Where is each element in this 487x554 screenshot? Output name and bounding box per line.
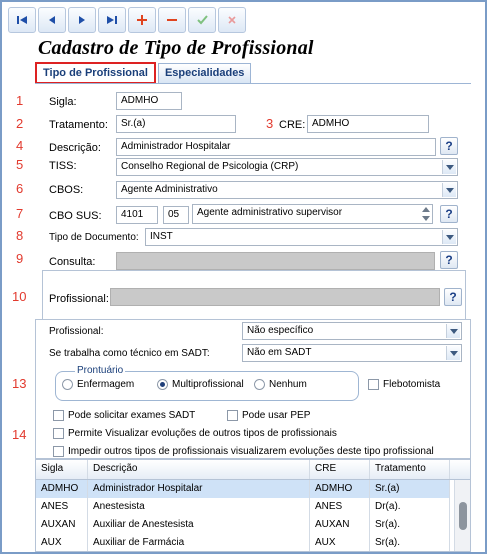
- checkbox-flebotomista-label: Flebotomista: [383, 379, 441, 390]
- check-icon: [197, 15, 208, 25]
- checkbox-solicitar-sadt-label: Pode solicitar exames SADT: [68, 410, 196, 421]
- table-row[interactable]: [36, 498, 470, 516]
- cbos-label: CBOS:: [49, 184, 84, 196]
- sigla-input[interactable]: ADMHO: [116, 92, 182, 110]
- cbosus-spinner[interactable]: [421, 206, 431, 222]
- cbosus-desc-input[interactable]: Agente administrativo supervisor: [192, 204, 433, 224]
- tipos-profissional-table: [35, 459, 471, 552]
- cell-descricao: Auxiliar de Farmácia: [88, 534, 310, 552]
- column-header-cre[interactable]: CRE: [310, 460, 370, 479]
- descricao-input[interactable]: Administrador Hospitalar: [116, 138, 436, 156]
- checkbox-flebotomista[interactable]: [368, 379, 440, 390]
- table-row[interactable]: [36, 516, 470, 534]
- sadt-select[interactable]: [242, 344, 462, 362]
- last-record-button[interactable]: [98, 7, 126, 33]
- marker-6: 6: [16, 181, 24, 196]
- marker-4: 4: [16, 138, 24, 153]
- profissional-input[interactable]: [110, 288, 440, 306]
- cell-sigla: ANES: [36, 498, 88, 516]
- cbosus-help-button[interactable]: ?: [440, 205, 458, 223]
- radio-nenhum[interactable]: [254, 379, 307, 390]
- profissional-label: Profissional:: [49, 293, 109, 305]
- marker-2: 2: [16, 116, 24, 131]
- chevron-down-icon: [442, 183, 456, 197]
- checkbox-box: [368, 379, 379, 390]
- sigla-label: Sigla:: [49, 96, 77, 108]
- next-record-button[interactable]: [68, 7, 96, 33]
- profissional-tipo-label: Profissional:: [49, 326, 104, 337]
- consulta-help-button[interactable]: ?: [440, 251, 458, 269]
- cbos-select[interactable]: [116, 181, 458, 199]
- spinner-arrows-icon: [421, 206, 431, 222]
- checkbox-usar-pep[interactable]: [227, 410, 310, 421]
- checkbox-box: [227, 410, 238, 421]
- tipodoc-select-value: INST: [150, 231, 173, 242]
- tipodoc-select[interactable]: [145, 228, 458, 246]
- cell-cre: AUX: [310, 534, 370, 552]
- radio-multiprofissional-label: Multiprofissional: [172, 379, 244, 390]
- marker-7: 7: [16, 206, 24, 221]
- marker-10: 10: [12, 289, 27, 304]
- checkbox-impedir-visualizacao[interactable]: [53, 446, 434, 457]
- tiss-select-value: Conselho Regional de Psicologia (CRP): [121, 161, 299, 172]
- descricao-help-button[interactable]: ?: [440, 137, 458, 155]
- table-header: [36, 460, 470, 480]
- cbosus-sub-input[interactable]: 05: [163, 206, 189, 224]
- checkbox-solicitar-sadt[interactable]: [53, 410, 195, 421]
- profissional-tipo-value: Não específico: [247, 325, 314, 336]
- cre-input[interactable]: ADMHO: [307, 115, 429, 133]
- prev-record-button[interactable]: [38, 7, 66, 33]
- marker-1: 1: [16, 93, 24, 108]
- marker-8: 8: [16, 228, 24, 243]
- radio-dot: [254, 379, 265, 390]
- marker-3: 3: [266, 116, 274, 131]
- cell-sigla: ADMHO: [36, 480, 88, 498]
- table-row[interactable]: [36, 480, 470, 498]
- tab-tipo-profissional[interactable]: Tipo de Profissional: [35, 62, 156, 84]
- tipodoc-label: Tipo de Documento:: [49, 232, 139, 243]
- cbos-select-value: Agente Administrativo: [121, 184, 218, 195]
- tratamento-label: Tratamento:: [49, 119, 108, 131]
- consulta-label: Consulta:: [49, 256, 96, 268]
- cell-cre: ADMHO: [310, 480, 370, 498]
- skip-first-icon: [16, 15, 28, 25]
- cell-descricao: Anestesista: [88, 498, 310, 516]
- skip-last-icon: [106, 15, 118, 25]
- prontuario-label: Prontuário: [77, 365, 124, 376]
- cancel-button[interactable]: [218, 7, 246, 33]
- chevron-down-icon: [446, 324, 460, 338]
- consulta-input[interactable]: [116, 252, 435, 270]
- page-title: Cadastro de Tipo de Profissional: [38, 37, 314, 59]
- chevron-down-icon: [442, 230, 456, 244]
- plus-icon: [137, 15, 147, 25]
- sadt-select-value: Não em SADT: [247, 347, 312, 358]
- profissional-tipo-select[interactable]: [242, 322, 462, 340]
- triangle-right-icon: [77, 15, 87, 25]
- tiss-select[interactable]: [116, 158, 458, 176]
- table-scrollbar[interactable]: [454, 480, 470, 551]
- scrollbar-thumb[interactable]: [459, 502, 467, 530]
- column-header-sigla[interactable]: Sigla: [36, 460, 88, 479]
- checkbox-visualizar-evolucoes-label: Permite Visualizar evoluções de outros tipos de profissionais: [68, 428, 337, 439]
- cell-tratamento: Sr(a).: [370, 534, 450, 552]
- descricao-label: Descrição:: [49, 142, 101, 154]
- cbosus-label: CBO SUS:: [49, 210, 102, 222]
- cell-tratamento: Sr.(a): [370, 480, 450, 498]
- cell-tratamento: Sr(a).: [370, 516, 450, 534]
- radio-dot: [157, 379, 168, 390]
- marker-14: 14: [12, 427, 27, 442]
- checkbox-box: [53, 410, 64, 421]
- radio-enfermagem[interactable]: [62, 379, 134, 390]
- checkbox-usar-pep-label: Pode usar PEP: [242, 410, 311, 421]
- checkbox-impedir-visualizacao-label: Impedir outros tipos de profissionais visualizarem evoluções deste tipo profissional: [68, 446, 434, 457]
- chevron-down-icon: [442, 160, 456, 174]
- marker-9: 9: [16, 251, 24, 266]
- checkbox-visualizar-evolucoes[interactable]: [53, 428, 337, 439]
- tab-bar: [35, 63, 253, 84]
- cell-cre: AUXAN: [310, 516, 370, 534]
- radio-multiprofissional[interactable]: [157, 379, 244, 390]
- radio-nenhum-label: Nenhum: [269, 379, 307, 390]
- checkbox-box: [53, 446, 64, 457]
- tab-divider: [35, 83, 471, 84]
- cell-cre: ANES: [310, 498, 370, 516]
- delete-record-button[interactable]: [158, 7, 186, 33]
- cell-descricao: Auxiliar de Anestesista: [88, 516, 310, 534]
- profissional-help-button[interactable]: ?: [444, 288, 462, 306]
- chevron-down-icon: [446, 346, 460, 360]
- sadt-label: Se trabalha como técnico em SADT:: [49, 348, 210, 359]
- table-row[interactable]: [36, 534, 470, 552]
- marker-5: 5: [16, 157, 24, 172]
- marker-13: 13: [12, 376, 27, 391]
- record-toolbar: [8, 7, 246, 35]
- tab-especialidades[interactable]: Especialidades: [158, 63, 252, 83]
- triangle-left-icon: [47, 15, 57, 25]
- cbosus-code-input[interactable]: 4101: [116, 206, 158, 224]
- cell-sigla: AUX: [36, 534, 88, 552]
- radio-dot: [62, 379, 73, 390]
- radio-enfermagem-label: Enfermagem: [77, 379, 135, 390]
- column-header-descricao[interactable]: Descrição: [88, 460, 310, 479]
- minus-icon: [167, 15, 177, 25]
- tiss-label: TISS:: [49, 160, 77, 172]
- x-icon: [227, 15, 237, 25]
- confirm-button[interactable]: [188, 7, 216, 33]
- tratamento-input[interactable]: Sr.(a): [116, 115, 236, 133]
- cre-label: CRE:: [279, 119, 306, 131]
- cell-descricao: Administrador Hospitalar: [88, 480, 310, 498]
- cell-sigla: AUXAN: [36, 516, 88, 534]
- column-header-tratamento[interactable]: Tratamento: [370, 460, 450, 479]
- checkbox-box: [53, 428, 64, 439]
- first-record-button[interactable]: [8, 7, 36, 33]
- cell-tratamento: Dr(a).: [370, 498, 450, 516]
- add-record-button[interactable]: [128, 7, 156, 33]
